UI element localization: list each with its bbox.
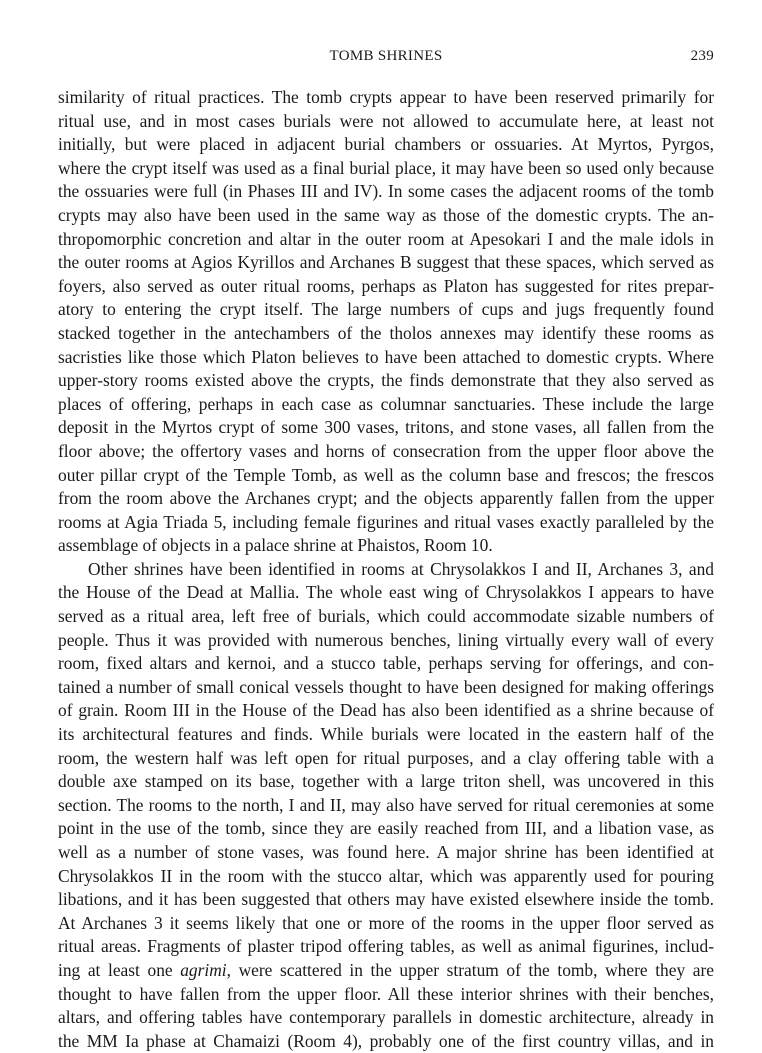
paragraph [58,86,714,558]
text-line: libations, and it has been suggested that others may have existed elsewhere inside the tomb. [58,889,714,910]
text-line: upper-story rooms existed above the crypts, the finds demonstrate that they also served as [58,370,714,391]
text-line: thought to have fallen from the upper floor. All these interior shrines with their benches, [58,983,714,1004]
text-line: deposit in the Myrtos crypt of some 300 vases, tritons, and stone vases, all fallen from the [58,417,714,438]
text-line: well as a number of stone vases, was found here. A major shrine has been identified at [58,842,714,862]
text-line: people. Thus it was provided with numerous benches, lining virtually every wall of every [58,629,714,650]
text-line: room, fixed altars and kernoi, and a stucco table, perhaps serving for offerings, and con- [58,653,714,674]
text-line: atory to entering the crypt itself. The large numbers of cups and jugs frequently found [58,299,714,320]
text-line: rooms at Agia Triada 5, including female figurines and ritual vases exactly paralleled by the [58,511,714,532]
text-line: tained a number of small conical vessels thought to have been designed for making offerings [58,676,714,697]
text-line: outer pillar crypt of the Temple Tomb, as well as the column base and frescos; the frescos [58,464,714,485]
text-line: initially, but were placed in adjacent burial chambers or ossuaries. At Myrtos, Pyrgos, [58,134,714,155]
text-line: section. The rooms to the north, I and II, may also have served for ritual ceremonies at some [58,794,714,815]
text-line: served as a ritual area, left free of burials, which could accommodate sizable numbers of [58,606,714,627]
text-line: ritual areas. Fragments of plaster tripod offering tables, as well as animal figurines, includ- [58,936,714,957]
text-line: foyers, also served as outer ritual rooms, perhaps as Platon has suggested for rites prepar- [58,275,714,296]
text-line: from the room above the Archanes crypt; and the objects apparently fallen from the upper [58,488,714,509]
text-line: the ossuaries were full (in Phases III and IV). In some cases the adjacent rooms of the tomb [58,181,714,202]
text-line: places of offering, perhaps in each case as columnar sanctuaries. These include the large [58,393,714,414]
text-line: the MM Ia phase at Chamaizi (Room 4), probably one of the first country villas, and in [58,1030,714,1051]
body-text [58,86,714,1053]
text-line: floor above; the offertory vases and horns of consecration from the upper floor above the [58,440,714,461]
text-line: similarity of ritual practices. The tomb crypts appear to have been reserved primarily for [58,87,714,107]
text-line: Chrysolakkos II in the room with the stucco altar, which was apparently used for pouring [58,865,714,886]
text-line: point in the use of the tomb, since they are easily reached from III, and a libation vase, as [58,818,714,839]
paragraph [58,558,714,1053]
text-line: At Archanes 3 it seems likely that one or more of the rooms in the upper floor served as [58,912,714,933]
text-line: assemblage of objects in a palace shrine at Phaistos, Room 10. [58,535,493,556]
text-line: the House of the Dead at Mallia. The whole east wing of Chrysolakkos I appears to have [58,582,714,603]
text-line: of grain. Room III in the House of the Dead has also been identified as a shrine because of [58,700,714,721]
text-line: sacristies like those which Platon believes to have been attached to domestic crypts. Where [58,346,714,367]
text-line: ritual use, and in most cases burials were not allowed to accumulate here, at least not [58,110,714,131]
text-line: Other shrines have been identified in rooms at Chrysolakkos I and II, Archanes 3, and [88,558,714,579]
italic-term: agrimi [180,959,227,980]
text-line: double axe stamped on its base, together with a large triton shell, was uncovered in this [58,771,714,792]
running-head [58,48,714,72]
text-line: ing at least one agrimi, were scattered in the upper stratum of the tomb, where they are [58,959,714,980]
text-line: the outer rooms at Agios Kyrillos and Archanes B suggest that these spaces, which served as [58,252,714,273]
text-line: where the crypt itself was used as a final burial place, it may have been so used only because [58,157,714,178]
text-line: room, the western half was left open for ritual purposes, and a clay offering table with a [58,747,714,768]
page-number: 239 [690,48,714,64]
text-line: altars, and offering tables have contemporary parallels in domestic architecture, already in [58,1007,714,1028]
text-line: crypts may also have been used in the same way as those of the domestic crypts. The an- [58,204,714,225]
running-title: TOMB SHRINES [329,48,443,64]
text-line: stacked together in the antechambers of the tholos annexes may identify these rooms as [58,322,714,343]
text-line: its architectural features and finds. While burials were located in the eastern half of the [58,724,714,745]
text-line: thropomorphic concretion and altar in the outer room at Apesokari I and the male idols in [58,228,714,249]
